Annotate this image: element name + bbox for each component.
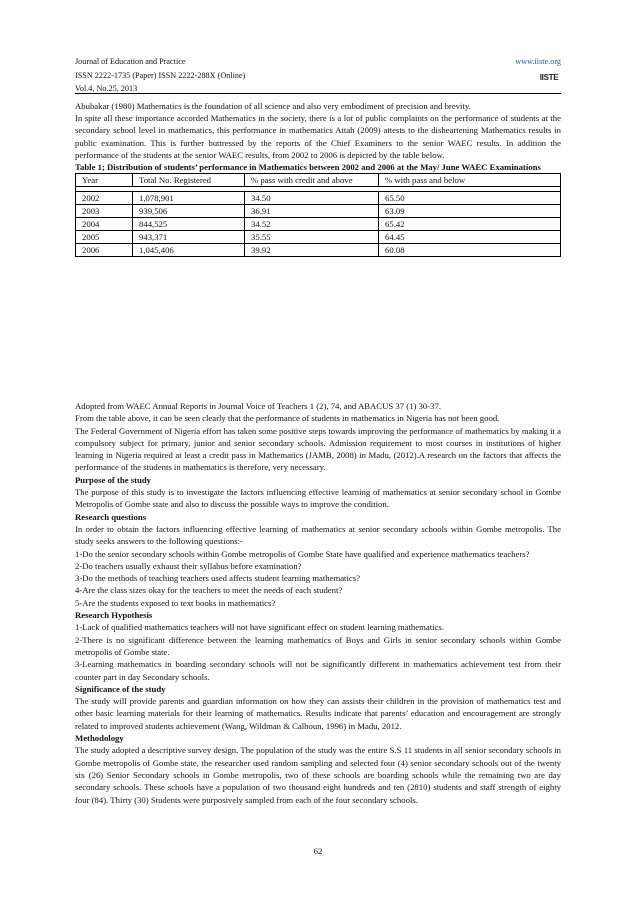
hypothesis-item: 2-There is no significant difference between the learning mathematics of Boys and Girls in senior secondary schools within Gombe metropolis of Gombe state. [75, 634, 561, 657]
waec-results-table [75, 173, 561, 257]
table-header-cell: % pass with credit and above [245, 174, 379, 187]
table-cell: 2006 [76, 244, 133, 257]
table-cell: 35.55 [245, 231, 379, 244]
table-row [76, 231, 561, 244]
table-header-cell: % with pass and below [379, 174, 561, 187]
table-cell: 2005 [76, 231, 133, 244]
running-header [75, 55, 561, 96]
methodology-heading: Methodology [75, 733, 124, 744]
intro-paragraph-2: In spite all these importance accorded Mathematics in the society, there is a lot of public complaints on the performance of students at the secondary school level in mathematics, this performance in mathematics Attah (2009) attests to the disheartening Mathematics results in public examination. This is further buttressed by the reports of the Chief Examiners to the senior WAEC results. In addition the performance of the students at the senior WAEC results, from 2002 to 2006 is depicted by the table below. [75, 113, 561, 160]
table-cell: 34.52 [245, 218, 379, 231]
paragraph: The Federal Government of Nigeria effort has taken some positive steps towards improving the performance of mathematics by making it a compulsory subject for primary, junior and senior secondary schools. Admission requirement to most courses in institutions of higher learning in Nigeria required at least a credit pass in Mathematics (JAMB, 2008) in Madu, (2012).A research on the factors that affects the performance of the students in mathematics is therefore, very necessary. [75, 425, 561, 473]
table-caption: Table 1; Distribution of students’ performance in Mathematics between 2002 and 2006 at the May/ June WAEC Examinations [75, 162, 541, 173]
questions-heading: Research questions [75, 511, 147, 522]
section-intro [75, 100, 561, 257]
table-row [76, 192, 561, 205]
issn-line: ISSN 2222-1735 (Paper) ISSN 2222-288X (Online) [75, 70, 246, 80]
hypothesis-item: 3-Learning mathematics in boarding secondary schools will not be significantly different in mathematics achievement test from their counter part in day Secondary schools. [75, 659, 561, 682]
table-cell: 943,371 [133, 231, 245, 244]
question-item: 1-Do the senior secondary schools within Gombe metropolis of Gombe State have qualified and experience mathematics teachers? [75, 548, 530, 559]
table-row [76, 205, 561, 218]
table-cell: 2004 [76, 218, 133, 231]
table-cell: 60.08 [379, 244, 561, 257]
table-cell: 65.50 [379, 192, 561, 205]
journal-url-link[interactable]: www.iiste.org [515, 57, 561, 66]
table-cell: 39.92 [245, 244, 379, 257]
table-cell: 844,525 [133, 218, 245, 231]
table-cell: 34.50 [245, 192, 379, 205]
table-cell: 64.45 [379, 231, 561, 244]
hypothesis-heading: Research Hypothesis [75, 610, 153, 621]
table-cell: 63.09 [379, 205, 561, 218]
table-cell: 1,045,406 [133, 244, 245, 257]
question-item: 4-Are the class sizes okay for the teachers to meet the needs of each student? [75, 585, 343, 596]
volume-line: Vol.4, No.25, 2013 [75, 84, 138, 93]
methodology-text: The study adopted a descriptive survey design. The population of the study was the entire S.S 11 students in all senior secondary schools in Gombe metropolis of Gombe state, the researcher used random sampling and selected four (4) senior secondary schools out of the twenty six (26) Senior Secondary schools in Gombe metropolis, two of these schools are boarding schools while the remaining two are day secondary schools. These schools have a population of two thousand eight hundreds and ten (2810) students and staff strength of eighty four (84). Thirty (30) Students were purposively sampled from each of the four secondary schools. [75, 745, 561, 805]
question-item: 3-Do the methods of teaching teachers used affects student learning mathematics? [75, 573, 360, 584]
table-header-row [76, 174, 561, 187]
table-cell: 939,506 [133, 205, 245, 218]
table-row [76, 218, 561, 231]
table-cell: 65.42 [379, 218, 561, 231]
significance-heading: Significance of the study [75, 683, 166, 694]
table-header-cell: Total No. Registered [133, 174, 245, 187]
paragraph: From the table above, it can be seen clearly that the performance of students in mathematics in Nigeria has not been good. [75, 413, 500, 424]
purpose-text: The purpose of this study is to investigate the factors influencing effective learning of mathematics at senior secondary school in Gombe Metropolis of Gombe state and also to discuss the possible ways to improve the condition. [75, 487, 561, 510]
table-row [76, 244, 561, 257]
journal-name: Journal of Education and Practice [75, 57, 186, 66]
hypothesis-item: 1-Lack of qualified mathematics teachers will not have significant effect on student learning mathematics. [75, 622, 444, 633]
purpose-heading: Purpose of the study [75, 474, 152, 485]
section-body [75, 400, 561, 806]
page-number: 62 [313, 846, 323, 856]
table-header-cell: Year [76, 174, 133, 187]
iiste-logo: IISTE [539, 73, 559, 82]
table-cell: 2002 [76, 192, 133, 205]
table-cell: 36.91 [245, 205, 379, 218]
significance-text: The study will provide parents and guardian information on how they can assists their children in the provision of mathematics test and other basic learning materials for their learning of mathematics. Results indicate that parents’ education and encouragement are strongly related to improved students achievement (Wang, Wildman & Calhoun, 1996) in Madu, 2012. [75, 696, 561, 731]
header-divider [75, 93, 561, 94]
intro-paragraph-1: Abubakar (1980) Mathematics is the foundation of all science and also very embodiment of precision and brevity. [75, 101, 471, 111]
table-source-note: Adopted from WAEC Annual Reports in Journal Voice of Teachers 1 (2), 74, and ABACUS 37 (1) 30-37. [75, 401, 441, 411]
table-cell: 2003 [76, 205, 133, 218]
question-item: 2-Do teachers usually exhaust their syllabus before examination? [75, 560, 302, 571]
table-cell: 1,078,901 [133, 192, 245, 205]
questions-intro: In order to obtain the factors influencing effective learning of mathematics at senior secondary schools within Gombe metropolis. The study seeks answers to the following questions:- [75, 523, 561, 547]
question-item: 5-Are the students exposed to text books in mathematics? [75, 597, 276, 608]
